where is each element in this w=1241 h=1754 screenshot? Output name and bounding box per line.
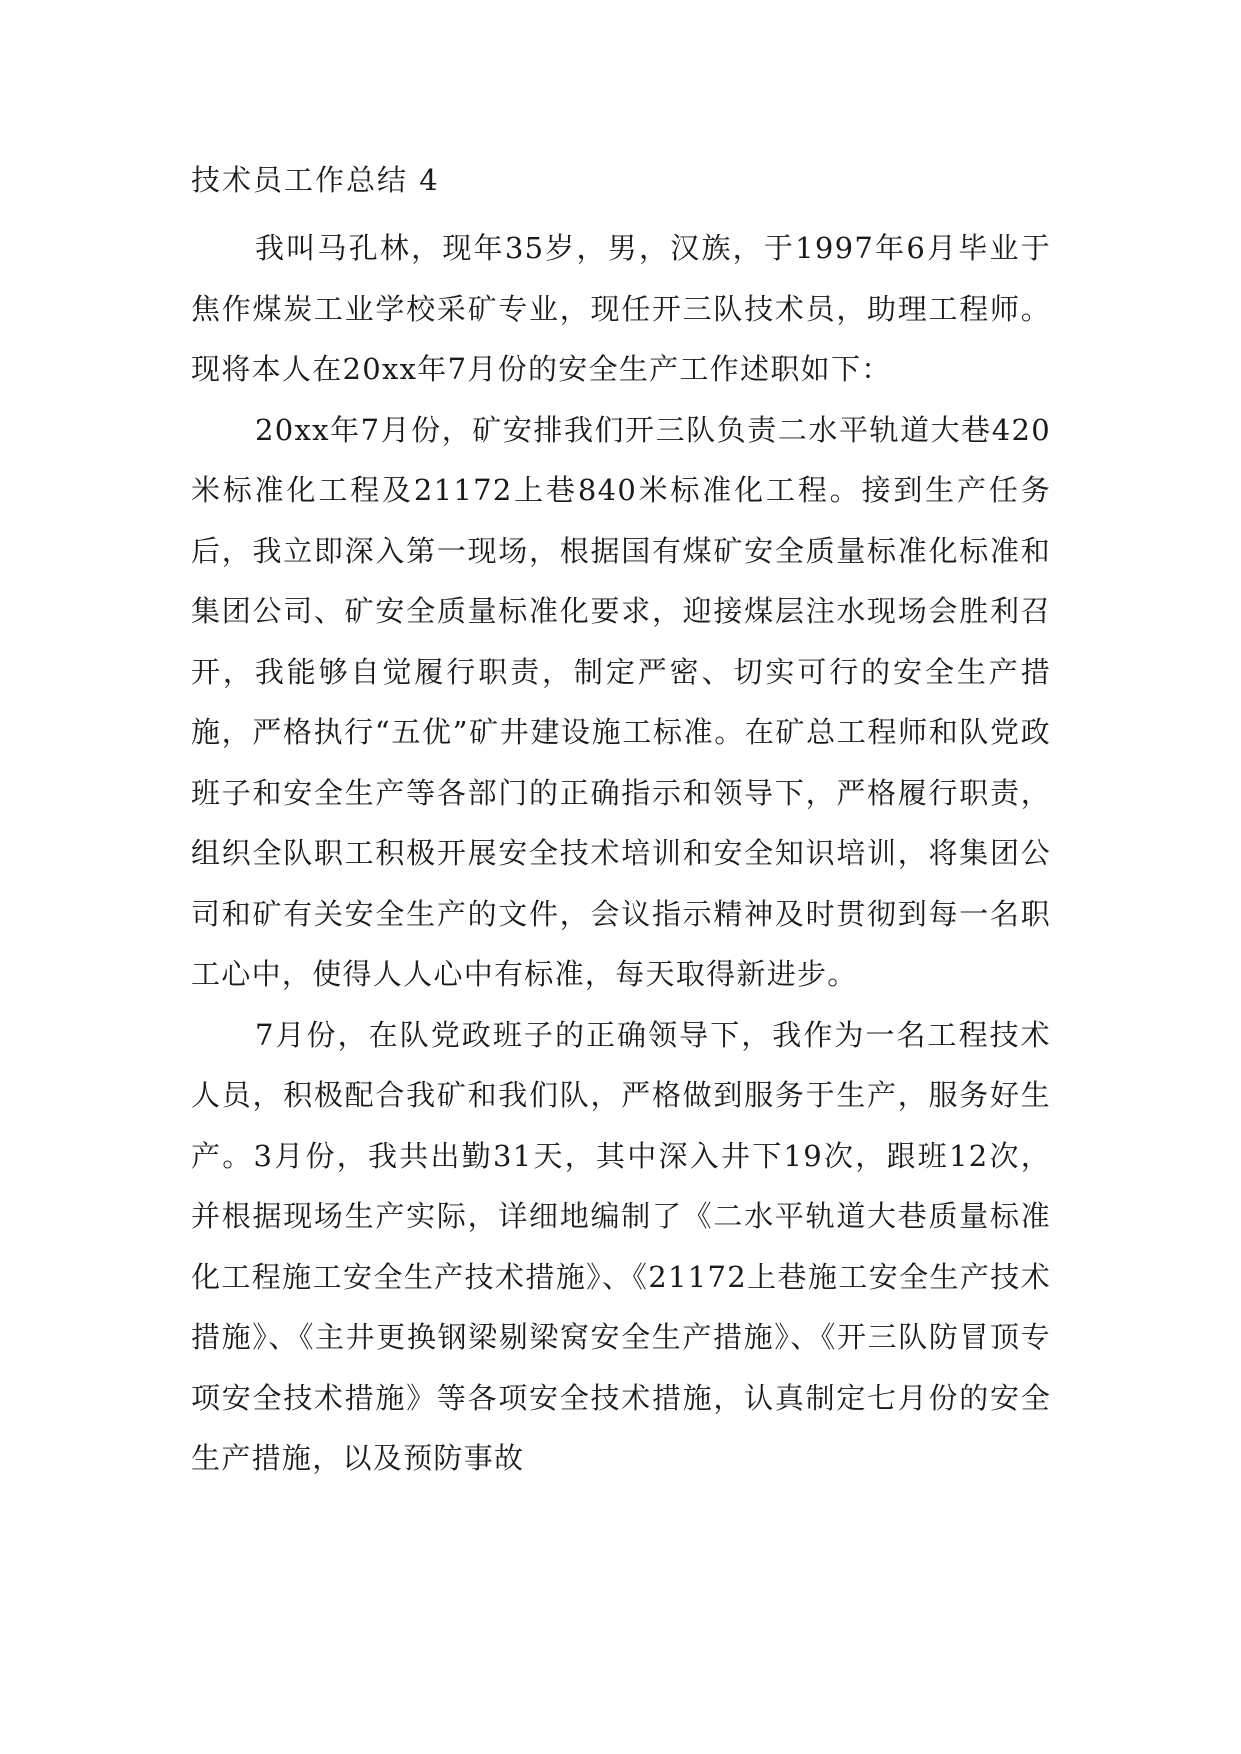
paragraph-intro: 我叫马孔林，现年35岁，男，汉族，于1997年6月毕业于焦作煤炭工业学校采矿专业，现任开三队技术员，助理工程师。现将本人在20xx年7月份的安全生产工作述职如下： [191, 231, 1051, 386]
paragraph-work-summary: 20xx年7月份，矿安排我们开三队负责二水平轨道大巷420米标准化工程及21172上巷840米标准化工程。接到生产任务后，我立即深入第一现场，根据国有煤矿安全质量标准化标准和集团公司、矿安全质量标准化要求，迎接煤层注水现场会胜利召开，我能够自觉履行职责，制定严密、切实可行的安全生产措施，严格执行“五优”矿井建设施工标准。在矿总工程师和队党政班子和安全生产等各部门的正确指示和领导下，严格履行职责，组织全队职工积极开展安全技术培训和安全知识培训，将集团公司和矿有关安全生产的文件，会议指示精神及时贯彻到每一名职工心中，使得人人心中有标准，每天取得新进步。 [191, 412, 1051, 991]
paragraph-july-duties: 7月份，在队党政班子的正确领导下，我作为一名工程技术人员，积极配合我矿和我们队，严格做到服务于生产，服务好生产。3月份，我共出勤31天，其中深入井下19次，跟班12次，并根据现场生产实际，详细地编制了《二水平轨道大巷质量标准化工程施工安全生产技术措施》、《21172上巷施工安全生产技术措施》、《主井更换钢梁剔梁窝安全生产措施》、《开三队防冒顶专项安全技术措施》等各项安全技术措施，认真制定七月份的安全生产措施，以及预防事故 [191, 1017, 1051, 1475]
document-body [191, 160, 1051, 1489]
document-title: 技术员工作总结 4 [191, 163, 440, 197]
